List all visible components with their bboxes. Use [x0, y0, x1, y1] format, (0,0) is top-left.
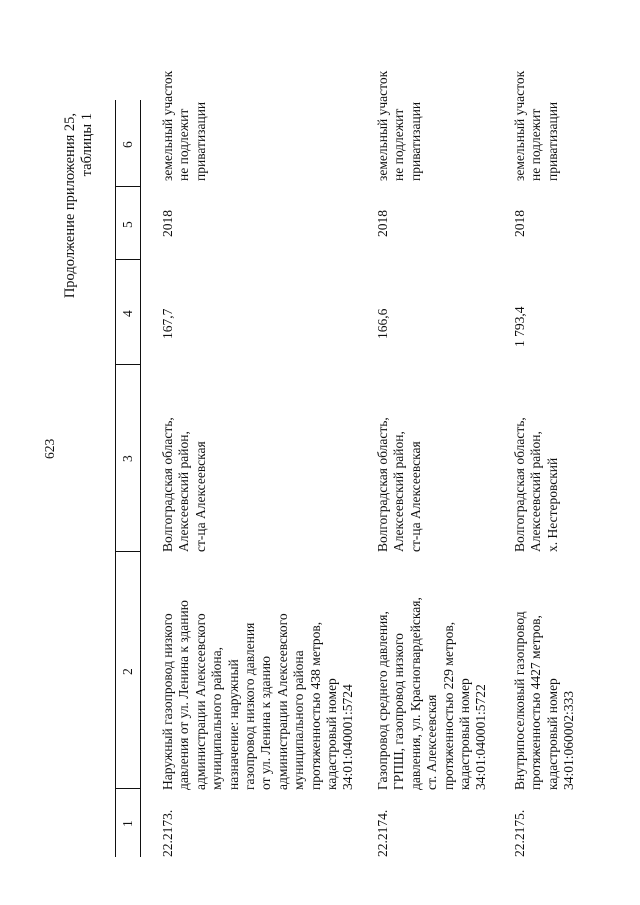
address-line: Волгоградская область,	[160, 417, 175, 552]
description-line: протяженностью 438 метров,	[307, 621, 323, 790]
description-line: администрации Алексеевского	[274, 613, 290, 790]
object-address	[512, 417, 561, 552]
address-line: Алексеевский район,	[176, 431, 192, 552]
column-header-1: 1	[120, 820, 135, 827]
note-line: приватизации	[192, 101, 208, 181]
note-line: не подлежит	[391, 108, 407, 181]
description-line: муниципального района,	[209, 646, 225, 790]
description-line: администрации Алексеевского	[192, 613, 208, 790]
description-line: муниципального района	[291, 650, 307, 790]
column-header-5: 5	[120, 221, 135, 228]
address-line: Алексеевский район,	[528, 431, 544, 552]
row-number: 22.2175.	[512, 809, 527, 857]
description-line: кадастровый номер	[544, 678, 560, 790]
description-line: кадастровый номер	[457, 678, 473, 790]
address-line: ст-ца Алексеевская	[192, 441, 208, 552]
table-top-border	[115, 100, 116, 857]
object-description	[160, 600, 357, 790]
description-line: Газопровод среднего давления,	[375, 611, 390, 790]
address-line: Алексеевский район,	[391, 431, 407, 552]
row-number: 22.2174.	[375, 809, 390, 857]
description-line: протяженностью 4427 метров,	[528, 615, 544, 790]
continuation-title-line: Продолжение приложения 25,	[62, 113, 78, 299]
page-number: 623	[42, 438, 57, 459]
row-number: 22.2173.	[160, 809, 175, 857]
column-divider	[115, 259, 141, 260]
address-line: Волгоградская область,	[375, 417, 390, 552]
description-line: назначение: наружный	[225, 659, 241, 790]
object-year: 2018	[512, 210, 527, 237]
address-line: х. Нестеровский	[544, 457, 560, 552]
column-header-3: 3	[120, 455, 135, 462]
description-line: 34:01:040001:5724	[340, 684, 356, 790]
object-year: 2018	[160, 210, 175, 237]
object-year: 2018	[375, 210, 390, 237]
object-note	[375, 71, 424, 181]
note-line: приватизации	[544, 101, 560, 181]
object-value: 166,6	[375, 308, 390, 339]
table-header-bottom-border	[140, 100, 141, 857]
note-line: не подлежит	[176, 108, 192, 181]
object-description	[375, 597, 490, 790]
description-line: давления, ул. Красногвардейская,	[407, 597, 423, 790]
address-line: Волгоградская область,	[512, 417, 527, 552]
object-address	[160, 417, 209, 552]
description-line: Наружный газопровод низкого	[160, 613, 175, 790]
column-divider	[115, 551, 141, 552]
note-line: не подлежит	[528, 108, 544, 181]
description-line: газопровод низкого давления	[242, 622, 258, 790]
object-value: 167,7	[160, 308, 175, 339]
object-note	[512, 71, 561, 181]
description-line: 34:01:060002:333	[561, 690, 577, 790]
object-value: 1 793,4	[512, 306, 527, 347]
note-line: земельный участок	[375, 70, 390, 181]
description-line: кадастровый номер	[324, 678, 340, 790]
object-address	[375, 417, 424, 552]
description-line: ст. Алексеевская	[424, 694, 440, 790]
description-line: ГРПШ, газопровод низкого	[391, 633, 407, 790]
description-line: давления от ул. Ленина к зданию	[176, 600, 192, 790]
column-divider	[115, 788, 141, 789]
note-line: приватизации	[407, 101, 423, 181]
description-line: 34:01:040001:5722	[473, 684, 489, 790]
continuation-title-line: таблицы 1	[79, 113, 95, 177]
column-header-2: 2	[120, 668, 135, 675]
column-divider	[115, 186, 141, 187]
description-line: от ул. Ленина к зданию	[258, 655, 274, 790]
address-line: ст-ца Алексеевская	[407, 441, 423, 552]
note-line: земельный участок	[512, 70, 527, 181]
description-line: протяженностью 229 метров,	[440, 621, 456, 790]
object-note	[160, 71, 209, 181]
object-description	[512, 611, 578, 790]
description-line: Внутрипоселковый газопровод	[512, 611, 527, 790]
column-header-6: 6	[120, 141, 135, 148]
continuation-title	[62, 113, 96, 298]
column-divider	[115, 364, 141, 365]
note-line: земельный участок	[160, 70, 175, 181]
column-header-4: 4	[120, 310, 135, 317]
